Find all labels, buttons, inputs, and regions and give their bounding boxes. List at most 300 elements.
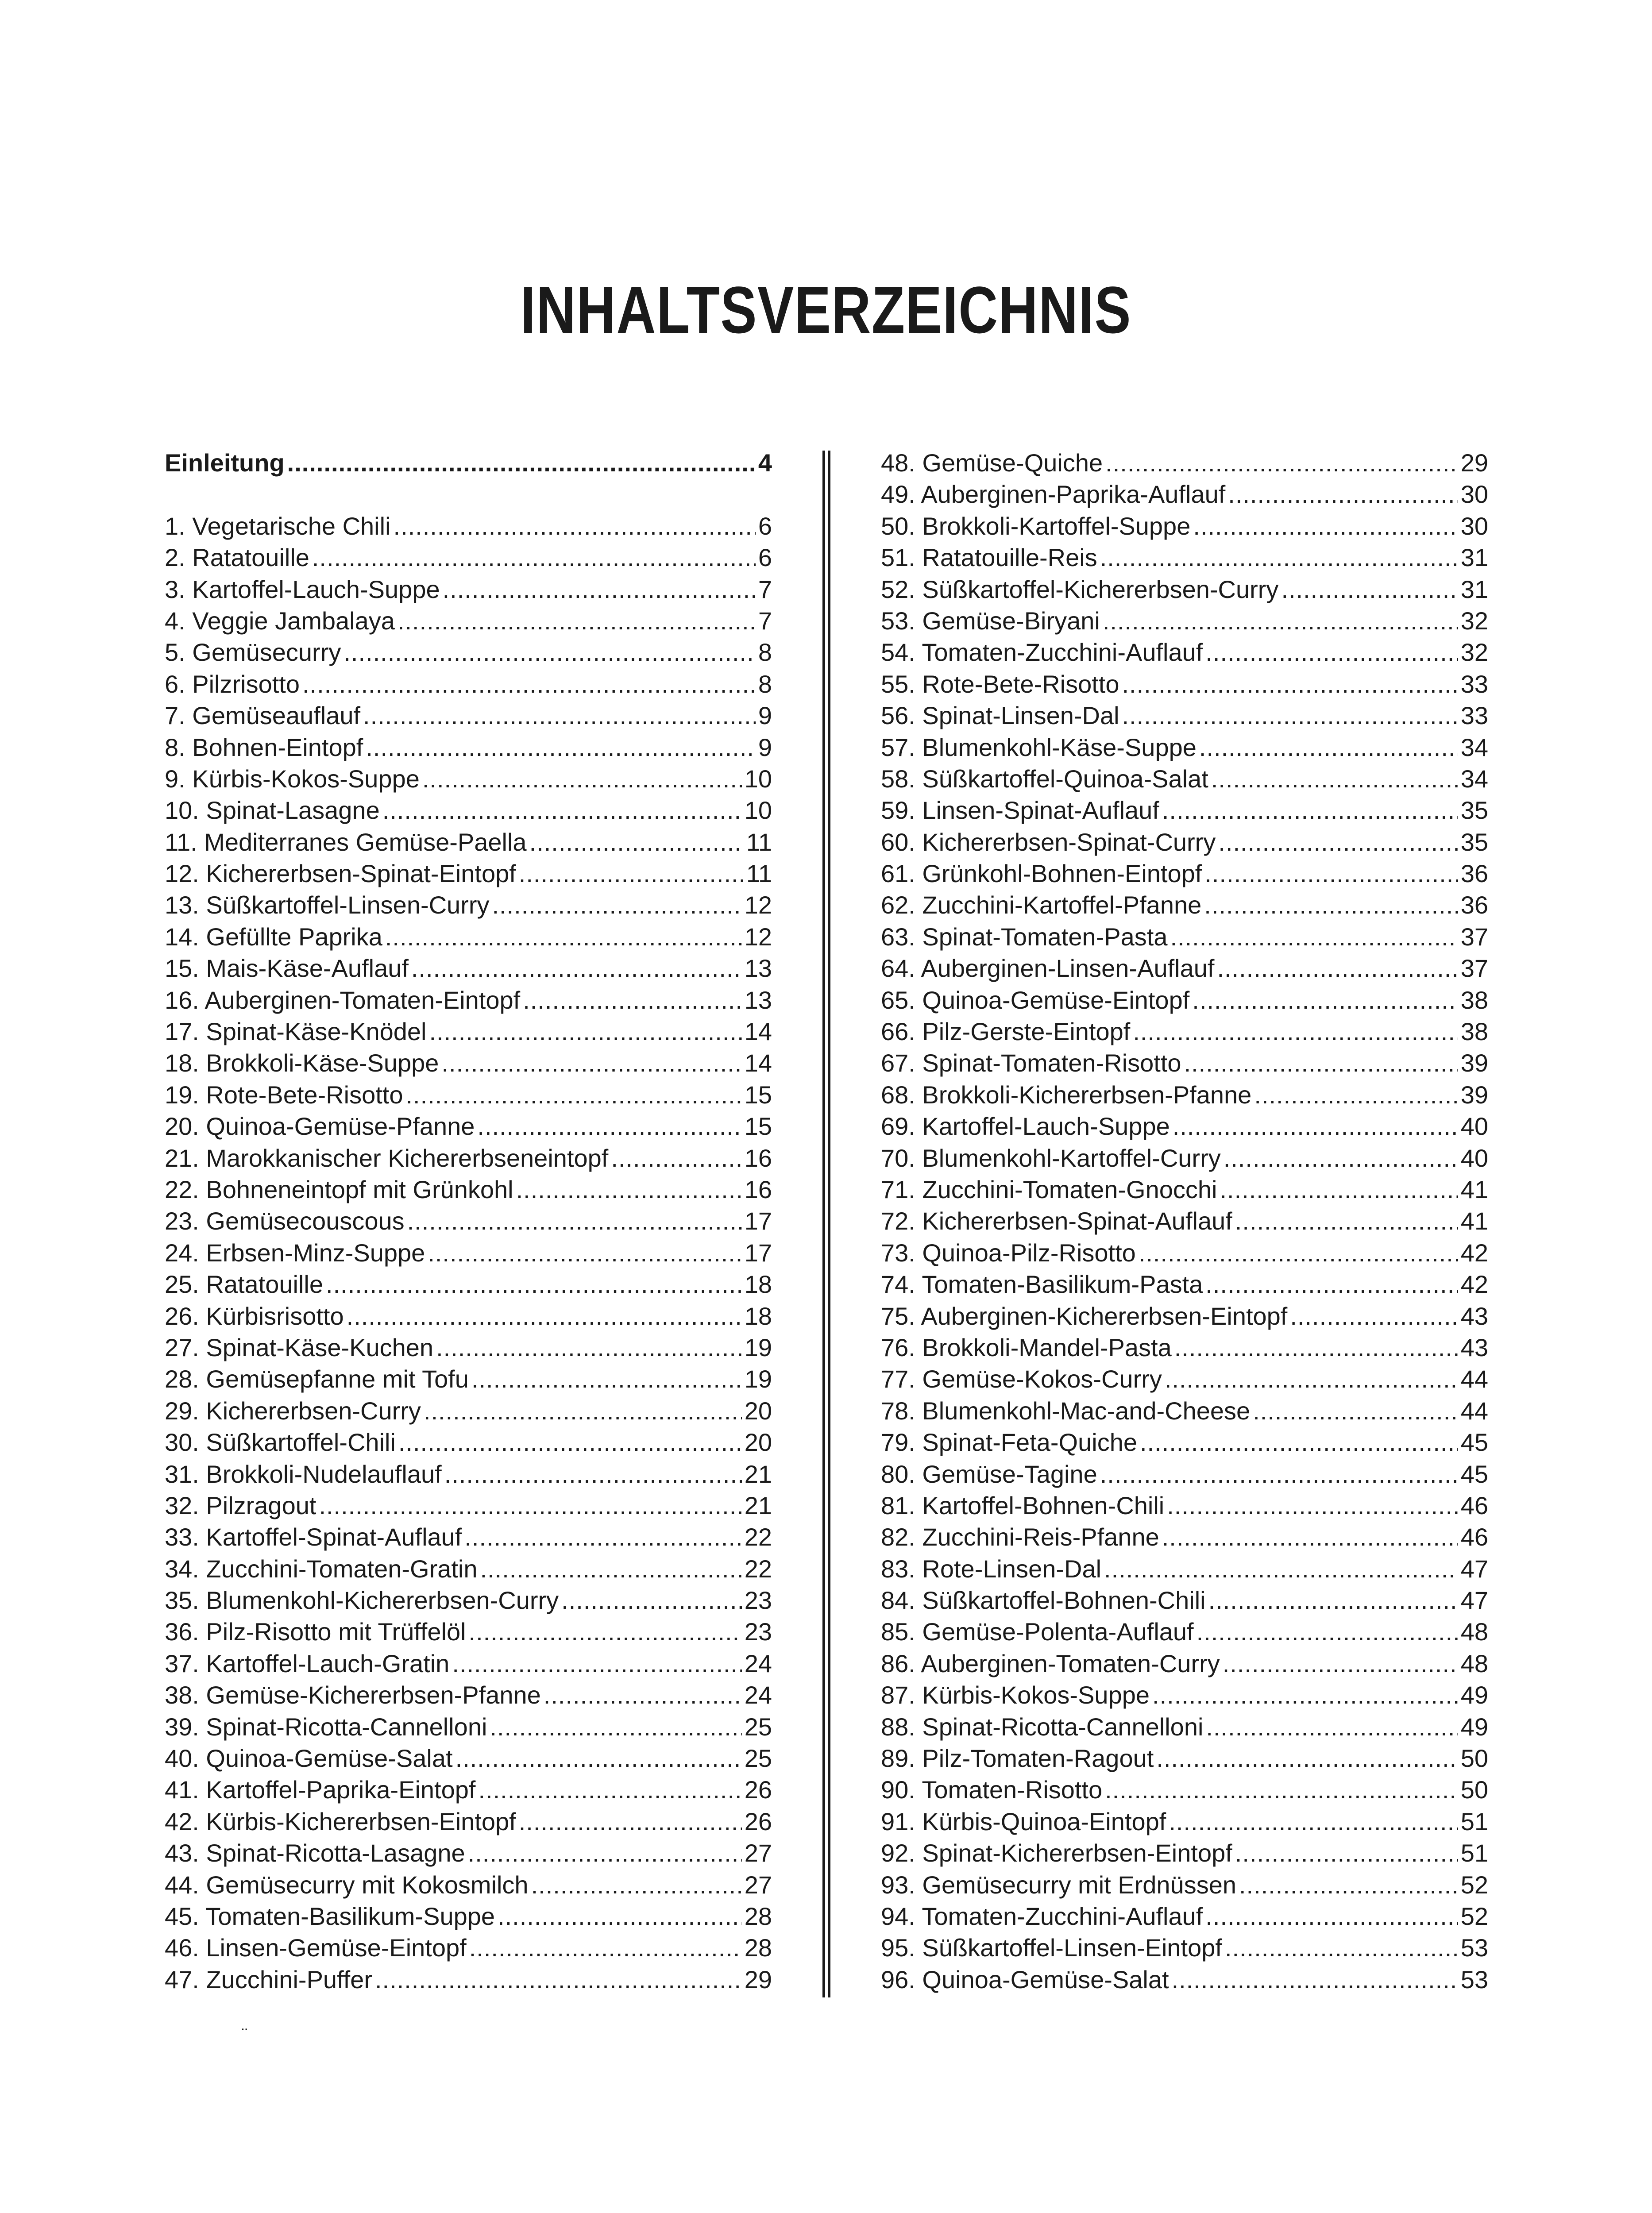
toc-entry[interactable]: [165, 1332, 772, 1363]
toc-leader-dots: [1228, 478, 1458, 510]
toc-entry[interactable]: [881, 921, 1488, 952]
toc-entry-page: 29: [1460, 449, 1488, 477]
toc-entry[interactable]: [165, 1774, 772, 1805]
toc-entry-page: 52: [1460, 1902, 1488, 1930]
toc-leader-dots: [544, 1679, 742, 1711]
toc-leader-dots: [1172, 1964, 1458, 1995]
toc-entry[interactable]: [165, 858, 772, 889]
toc-entry[interactable]: [881, 478, 1488, 510]
toc-leader-dots: [1162, 794, 1458, 826]
toc-entry-page: 37: [1460, 922, 1488, 951]
toc-entry-label: 9. Kürbis-Kokos-Suppe: [165, 764, 420, 793]
toc-leader-dots: [1253, 1395, 1458, 1426]
toc-entry-label: 27. Spinat-Käse-Kuchen: [165, 1333, 434, 1361]
toc-entry-page: 48: [1460, 1618, 1488, 1646]
toc-entry[interactable]: [881, 1426, 1488, 1458]
toc-entry-label: 96. Quinoa-Gemüse-Salat: [881, 1965, 1169, 1993]
toc-entry-page: 16: [744, 1144, 772, 1172]
toc-entry-label: 35. Blumenkohl-Kichererbsen-Curry: [165, 1586, 559, 1615]
toc-entry[interactable]: [165, 1426, 772, 1458]
toc-entry-page: 22: [744, 1554, 772, 1583]
toc-entry-label: 59. Linsen-Spinat-Auflauf: [881, 796, 1159, 825]
toc-entry-page: 43: [1460, 1333, 1488, 1361]
toc-entry[interactable]: [881, 952, 1488, 984]
toc-entry-label: 3. Kartoffel-Lauch-Suppe: [165, 575, 440, 603]
toc-entry-label: 15. Mais-Käse-Auflauf: [165, 954, 409, 983]
toc-entry[interactable]: [881, 510, 1488, 542]
toc-entry-page: 36: [1460, 860, 1488, 888]
toc-entry[interactable]: [165, 1648, 772, 1679]
toc-leader-dots: [302, 668, 756, 700]
toc-entry[interactable]: [881, 1585, 1488, 1616]
toc-leader-dots: [1220, 1174, 1458, 1205]
toc-entry-page: 17: [744, 1238, 772, 1267]
toc-leader-dots: [1169, 1806, 1458, 1837]
toc-leader-dots: [1205, 1901, 1458, 1932]
toc-entry-label: 76. Brokkoli-Mandel-Pasta: [881, 1333, 1172, 1361]
toc-leader-dots: [471, 1363, 742, 1395]
toc-entry-label: 53. Gemüse-Biryani: [881, 606, 1100, 635]
toc-leader-dots: [529, 826, 744, 858]
toc-entry-page: 37: [1460, 954, 1488, 983]
toc-entry[interactable]: [881, 1901, 1488, 1932]
toc-entry-page: 36: [1460, 891, 1488, 919]
toc-entry-label: Einleitung: [165, 449, 285, 477]
toc-entry-page: 18: [744, 1270, 772, 1299]
toc-entry[interactable]: [165, 700, 772, 731]
toc-entry-label: 63. Spinat-Tomaten-Pasta: [881, 922, 1168, 951]
toc-leader-dots: [436, 1332, 742, 1363]
toc-entry[interactable]: [881, 1174, 1488, 1205]
toc-entry[interactable]: [881, 763, 1488, 794]
toc-entry-label: 65. Quinoa-Gemüse-Eintopf: [881, 986, 1190, 1014]
toc-entry-label: 2. Ratatouille: [165, 544, 309, 572]
toc-entry-page: 11: [746, 860, 772, 888]
toc-leader-dots: [344, 636, 756, 668]
toc-entry[interactable]: [165, 763, 772, 794]
toc-entry-label: 51. Ratatouille-Reis: [881, 544, 1097, 572]
toc-entry-page: 48: [1460, 1649, 1488, 1677]
toc-entry-label: 39. Spinat-Ricotta-Cannelloni: [165, 1712, 487, 1741]
toc-entry-label: 26. Kürbisrisotto: [165, 1302, 344, 1330]
toc-entry[interactable]: [881, 1521, 1488, 1553]
toc-entry[interactable]: [165, 1679, 772, 1711]
toc-entry[interactable]: [165, 1869, 772, 1901]
toc-leader-dots: [1224, 1142, 1458, 1174]
toc-entry[interactable]: [165, 1932, 772, 1963]
toc-entry-label: 30. Süßkartoffel-Chili: [165, 1428, 396, 1457]
toc-leader-dots: [1192, 984, 1458, 1016]
toc-entry-page: 46: [1460, 1523, 1488, 1551]
toc-entry-page: 35: [1460, 796, 1488, 825]
toc-entry-label: 42. Kürbis-Kichererbsen-Eintopf: [165, 1807, 516, 1835]
toc-entry[interactable]: [165, 1205, 772, 1237]
toc-leader-dots: [366, 732, 756, 763]
toc-entry[interactable]: [165, 542, 772, 573]
toc-leader-dots: [519, 1806, 742, 1837]
toc-leader-dots: [429, 1016, 742, 1047]
toc-leader-dots: [452, 1648, 741, 1679]
toc-leader-dots: [1281, 574, 1458, 605]
toc-entry-page: 28: [744, 1902, 772, 1930]
toc-entry-page: 29: [744, 1965, 772, 1993]
toc-leader-dots: [1173, 1110, 1458, 1142]
toc-leader-dots: [398, 605, 756, 636]
toc-entry-label: 61. Grünkohl-Bohnen-Eintopf: [881, 860, 1202, 888]
toc-entry-label: 54. Tomaten-Zucchini-Auflauf: [881, 638, 1203, 667]
toc-entry-page: 22: [744, 1523, 772, 1551]
toc-entry-page: 50: [1460, 1744, 1488, 1773]
toc-entry-label: 57. Blumenkohl-Käse-Suppe: [881, 733, 1197, 761]
toc-entry-page: 31: [1460, 575, 1488, 603]
toc-leader-dots: [411, 952, 742, 984]
toc-entry-label: 72. Kichererbsen-Spinat-Auflauf: [881, 1207, 1232, 1235]
toc-leader-dots: [1205, 1268, 1458, 1300]
toc-leader-dots: [1225, 1932, 1458, 1963]
toc-entry[interactable]: [165, 1110, 772, 1142]
toc-entry-label: 16. Auberginen-Tomaten-Eintopf: [165, 986, 521, 1014]
toc-leader-dots: [363, 700, 756, 731]
toc-entry-label: 22. Bohneneintopf mit Grünkohl: [165, 1175, 513, 1203]
toc-entry[interactable]: [881, 1806, 1488, 1837]
toc-entry-page: 7: [758, 606, 772, 635]
toc-entry[interactable]: [881, 636, 1488, 668]
toc-entry[interactable]: [881, 1237, 1488, 1268]
toc-entry-page: 24: [744, 1649, 772, 1677]
toc-leader-dots: [1167, 1490, 1458, 1521]
toc-entry-label: 73. Quinoa-Pilz-Risotto: [881, 1238, 1136, 1267]
toc-entry-label: 70. Blumenkohl-Kartoffel-Curry: [881, 1144, 1221, 1172]
toc-entry-page: 45: [1460, 1460, 1488, 1488]
toc-leader-dots: [1156, 1743, 1458, 1774]
toc-leader-dots: [405, 1079, 741, 1110]
toc-entry-page: 42: [1460, 1238, 1488, 1267]
toc-entry-label: 75. Auberginen-Kichererbsen-Eintopf: [881, 1302, 1288, 1330]
toc-entry[interactable]: [165, 1047, 772, 1079]
toc-entry[interactable]: [165, 732, 772, 763]
toc-leader-dots: [492, 889, 742, 921]
toc-entry-label: 56. Spinat-Linsen-Dal: [881, 702, 1119, 730]
toc-entry-page: 27: [744, 1870, 772, 1899]
footnote-mark: ¨: [242, 2025, 248, 2045]
toc-entry-label: 43. Spinat-Ricotta-Lasagne: [165, 1839, 465, 1867]
toc-entry-page: 32: [1460, 606, 1488, 635]
toc-leader-dots: [477, 1110, 741, 1142]
toc-entry-page: 9: [758, 702, 772, 730]
toc-entry[interactable]: [165, 605, 772, 636]
toc-leader-dots: [441, 1047, 741, 1079]
toc-leader-dots: [422, 763, 742, 794]
toc-leader-dots: [1205, 636, 1458, 668]
page-title: INHALTSVERZEICHNIS: [520, 273, 1132, 347]
toc-entry[interactable]: [165, 1237, 772, 1268]
toc-leader-dots: [385, 921, 742, 952]
toc-entry-page: 20: [744, 1396, 772, 1425]
toc-entry-label: 78. Blumenkohl-Mac-and-Cheese: [881, 1396, 1251, 1425]
toc-leader-dots: [287, 447, 756, 478]
toc-leader-dots: [1139, 1237, 1458, 1268]
toc-entry[interactable]: [881, 668, 1488, 700]
toc-leader-dots: [1122, 668, 1458, 700]
toc-entry[interactable]: [165, 1743, 772, 1774]
toc-entry-page: 30: [1460, 512, 1488, 540]
toc-leader-dots: [523, 984, 742, 1016]
toc-entry-label: 47. Zucchini-Puffer: [165, 1965, 372, 1993]
toc-entry-label: 85. Gemüse-Polenta-Auflauf: [881, 1618, 1194, 1646]
toc-entry[interactable]: [881, 826, 1488, 858]
toc-entry-label: 17. Spinat-Käse-Knödel: [165, 1018, 427, 1046]
toc-entry[interactable]: [881, 1363, 1488, 1395]
toc-entry-label: 80. Gemüse-Tagine: [881, 1460, 1097, 1488]
toc-entry[interactable]: [165, 1300, 772, 1332]
toc-entry-label: 64. Auberginen-Linsen-Auflauf: [881, 954, 1215, 983]
toc-entry[interactable]: [881, 1964, 1488, 1995]
toc-leader-dots: [1208, 1585, 1458, 1616]
toc-entry-label: 87. Kürbis-Kokos-Suppe: [881, 1681, 1150, 1709]
toc-entry[interactable]: [881, 1679, 1488, 1711]
toc-entry-label: 32. Pilzragout: [165, 1491, 317, 1519]
toc-entry-page: 52: [1460, 1870, 1488, 1899]
toc-entry-label: 94. Tomaten-Zucchini-Auflauf: [881, 1902, 1203, 1930]
toc-entry-label: 38. Gemüse-Kichererbsen-Pfanne: [165, 1681, 541, 1709]
toc-leader-dots: [1235, 1205, 1458, 1237]
toc-entry[interactable]: [165, 1142, 772, 1174]
toc-entry-label: 86. Auberginen-Tomaten-Curry: [881, 1649, 1220, 1677]
toc-entry-page: 28: [744, 1934, 772, 1962]
toc-entry-label: 55. Rote-Bete-Risotto: [881, 670, 1119, 698]
toc-entry[interactable]: [165, 1553, 772, 1585]
toc-entry[interactable]: [881, 732, 1488, 763]
toc-leader-dots: [1290, 1300, 1458, 1332]
toc-entry-page: 50: [1460, 1776, 1488, 1804]
toc-entry-page: 42: [1460, 1270, 1488, 1299]
toc-entry-label: 8. Bohnen-Eintopf: [165, 733, 363, 761]
toc-entry[interactable]: [165, 510, 772, 542]
toc-entry-page: 21: [744, 1491, 772, 1519]
toc-entry-page: 6: [758, 544, 772, 572]
toc-entry-page: 21: [744, 1460, 772, 1488]
toc-entry[interactable]: [881, 542, 1488, 573]
toc-entry-label: 28. Gemüsepfanne mit Tofu: [165, 1365, 469, 1393]
toc-entry[interactable]: [165, 1521, 772, 1553]
toc-entry[interactable]: [165, 1964, 772, 1995]
toc-entry-label: 71. Zucchini-Tomaten-Gnocchi: [881, 1175, 1217, 1203]
toc-leader-dots: [326, 1268, 742, 1300]
toc-entry-label: 23. Gemüsecouscous: [165, 1207, 405, 1235]
toc-leader-dots: [1193, 510, 1458, 542]
toc-entry[interactable]: [881, 1458, 1488, 1490]
toc-leader-dots: [464, 1521, 741, 1553]
toc-entry[interactable]: [881, 1553, 1488, 1585]
toc-leader-dots: [469, 1616, 742, 1647]
toc-leader-dots: [1152, 1679, 1458, 1711]
toc-entry[interactable]: [881, 605, 1488, 636]
toc-entry-label: 14. Gefüllte Paprika: [165, 922, 382, 951]
toc-entry-label: 50. Brokkoli-Kartoffel-Suppe: [881, 512, 1191, 540]
toc-entry[interactable]: [165, 1616, 772, 1647]
toc-entry[interactable]: [165, 1016, 772, 1047]
toc-leader-dots: [516, 1174, 742, 1205]
toc-entry[interactable]: [881, 1142, 1488, 1174]
toc-entry[interactable]: [165, 1901, 772, 1932]
toc-leader-dots: [519, 858, 744, 889]
toc-entry-label: 91. Kürbis-Quinoa-Eintopf: [881, 1807, 1166, 1835]
toc-entry-label: 18. Brokkoli-Käse-Suppe: [165, 1049, 439, 1077]
toc-leader-dots: [498, 1901, 742, 1932]
toc-entry-page: 19: [744, 1365, 772, 1393]
toc-entry-page: 46: [1460, 1491, 1488, 1519]
toc-entry[interactable]: [881, 574, 1488, 605]
toc-entry[interactable]: [881, 1395, 1488, 1426]
toc-entry-page: 15: [744, 1080, 772, 1109]
toc-entry-page: 10: [744, 796, 772, 825]
toc-entry[interactable]: [881, 447, 1488, 478]
toc-entry[interactable]: [881, 1268, 1488, 1300]
toc-entry-page: 11: [746, 828, 772, 856]
toc-entry-label: 93. Gemüsecurry mit Erdnüssen: [881, 1870, 1236, 1899]
toc-entry-page: 26: [744, 1807, 772, 1835]
toc-entry[interactable]: [881, 1205, 1488, 1237]
toc-entry[interactable]: [165, 668, 772, 700]
toc-entry-label: 19. Rote-Bete-Risotto: [165, 1080, 403, 1109]
toc-entry[interactable]: [881, 858, 1488, 889]
toc-entry-page: 53: [1460, 1934, 1488, 1962]
toc-entry[interactable]: [881, 984, 1488, 1016]
toc-entry-label: 84. Süßkartoffel-Bohnen-Chili: [881, 1586, 1206, 1615]
toc-leader-dots: [1204, 858, 1458, 889]
toc-leader-dots: [561, 1585, 742, 1616]
toc-entry[interactable]: [881, 1110, 1488, 1142]
toc-entry[interactable]: [881, 1869, 1488, 1901]
toc-entry[interactable]: [881, 1490, 1488, 1521]
toc-entry[interactable]: [165, 1837, 772, 1869]
toc-entry-label: 6. Pilzrisotto: [165, 670, 300, 698]
toc-entry-page: 51: [1460, 1839, 1488, 1867]
toc-entry-label: 5. Gemüsecurry: [165, 638, 341, 667]
toc-leader-dots: [1184, 1047, 1458, 1079]
toc-entry-label: 79. Spinat-Feta-Quiche: [881, 1428, 1137, 1457]
toc-entry[interactable]: [165, 1585, 772, 1616]
toc-entry-page: 47: [1460, 1586, 1488, 1615]
toc-leader-dots: [1165, 1363, 1458, 1395]
toc-leader-dots: [455, 1743, 742, 1774]
toc-entry-page: 53: [1460, 1965, 1488, 1993]
toc-leader-dots: [312, 542, 756, 573]
toc-list-right: [881, 447, 1488, 1995]
toc-entry[interactable]: [165, 889, 772, 921]
toc-entry-label: 58. Süßkartoffel-Quinoa-Salat: [881, 764, 1208, 793]
toc-entry-label: 44. Gemüsecurry mit Kokosmilch: [165, 1870, 529, 1899]
toc-entry-label: 34. Zucchini-Tomaten-Gratin: [165, 1554, 478, 1583]
toc-entry[interactable]: [165, 826, 772, 858]
toc-entry[interactable]: [881, 1300, 1488, 1332]
toc-entry[interactable]: [881, 700, 1488, 731]
toc-entry[interactable]: [165, 1363, 772, 1395]
toc-leader-dots: [480, 1553, 742, 1585]
toc-entry-label: 33. Kartoffel-Spinat-Auflauf: [165, 1523, 462, 1551]
toc-entry-page: 4: [758, 449, 772, 477]
toc-leader-dots: [1206, 1711, 1458, 1743]
toc-entry[interactable]: [165, 1458, 772, 1490]
toc-entry-label: 40. Quinoa-Gemüse-Salat: [165, 1744, 453, 1773]
toc-entry[interactable]: [881, 794, 1488, 826]
toc-entry-page: 19: [744, 1333, 772, 1361]
toc-entry-page: 23: [744, 1586, 772, 1615]
toc-entry[interactable]: [881, 1837, 1488, 1869]
toc-entry[interactable]: [165, 984, 772, 1016]
toc-entry[interactable]: [881, 1332, 1488, 1363]
toc-column-right: [881, 447, 1488, 1995]
toc-entry[interactable]: [881, 1774, 1488, 1805]
toc-leader-dots: [1105, 447, 1458, 478]
toc-entry[interactable]: [881, 1743, 1488, 1774]
toc-entry-label: 21. Marokkanischer Kichererbseneintopf: [165, 1144, 609, 1172]
toc-entry-page: 26: [744, 1776, 772, 1804]
toc-entry-page: 23: [744, 1618, 772, 1646]
toc-entry-page: 14: [744, 1018, 772, 1046]
toc-entry-label: 67. Spinat-Tomaten-Risotto: [881, 1049, 1181, 1077]
toc-entry-label: 81. Kartoffel-Bohnen-Chili: [881, 1491, 1165, 1519]
toc-entry[interactable]: [881, 1079, 1488, 1110]
toc-entry-label: 95. Süßkartoffel-Linsen-Eintopf: [881, 1934, 1222, 1962]
toc-entry[interactable]: [165, 1711, 772, 1743]
toc-entry-label: 7. Gemüseauflauf: [165, 702, 361, 730]
toc-entry-page: 13: [744, 986, 772, 1014]
toc-entry-label: 1. Vegetarische Chili: [165, 512, 391, 540]
toc-leader-dots: [531, 1869, 742, 1901]
toc-entry[interactable]: [165, 636, 772, 668]
toc-entry-page: 12: [744, 891, 772, 919]
toc-entry-label: 29. Kichererbsen-Curry: [165, 1396, 421, 1425]
toc-entry[interactable]: [165, 794, 772, 826]
toc-entry-label: 13. Süßkartoffel-Linsen-Curry: [165, 891, 490, 919]
toc-entry-label: 92. Spinat-Kichererbsen-Eintopf: [881, 1839, 1232, 1867]
toc-entry[interactable]: [165, 1174, 772, 1205]
toc-entry-page: 18: [744, 1302, 772, 1330]
toc-entry-intro[interactable]: [165, 447, 772, 478]
toc-entry[interactable]: [881, 1047, 1488, 1079]
toc-entry[interactable]: [881, 889, 1488, 921]
toc-entry-label: 36. Pilz-Risotto mit Trüffelöl: [165, 1618, 466, 1646]
toc-entry[interactable]: [881, 1932, 1488, 1963]
toc-entry-label: 90. Tomaten-Risotto: [881, 1776, 1103, 1804]
toc-leader-dots: [468, 1837, 742, 1869]
toc-entry[interactable]: [881, 1648, 1488, 1679]
toc-leader-dots: [407, 1205, 742, 1237]
toc-entry[interactable]: [165, 1806, 772, 1837]
toc-entry[interactable]: [165, 1490, 772, 1521]
toc-entry[interactable]: [881, 1616, 1488, 1647]
toc-entry[interactable]: [165, 574, 772, 605]
toc-leader-dots: [394, 510, 756, 542]
toc-leader-dots: [1105, 1774, 1458, 1805]
toc-entry[interactable]: [881, 1016, 1488, 1047]
toc-entry-label: 46. Linsen-Gemüse-Eintopf: [165, 1934, 467, 1962]
toc-entry-page: 8: [758, 638, 772, 667]
toc-entry[interactable]: [165, 1268, 772, 1300]
toc-leader-dots: [490, 1711, 741, 1743]
toc-entry[interactable]: [881, 1711, 1488, 1743]
toc-entry[interactable]: [165, 952, 772, 984]
toc-leader-dots: [398, 1426, 742, 1458]
toc-leader-dots: [1104, 1553, 1458, 1585]
toc-leader-dots: [1254, 1079, 1458, 1110]
toc-entry-page: 51: [1460, 1807, 1488, 1835]
toc-entry-page: 14: [744, 1049, 772, 1077]
toc-entry[interactable]: [165, 921, 772, 952]
toc-entry[interactable]: [165, 1395, 772, 1426]
toc-entry[interactable]: [165, 1079, 772, 1110]
